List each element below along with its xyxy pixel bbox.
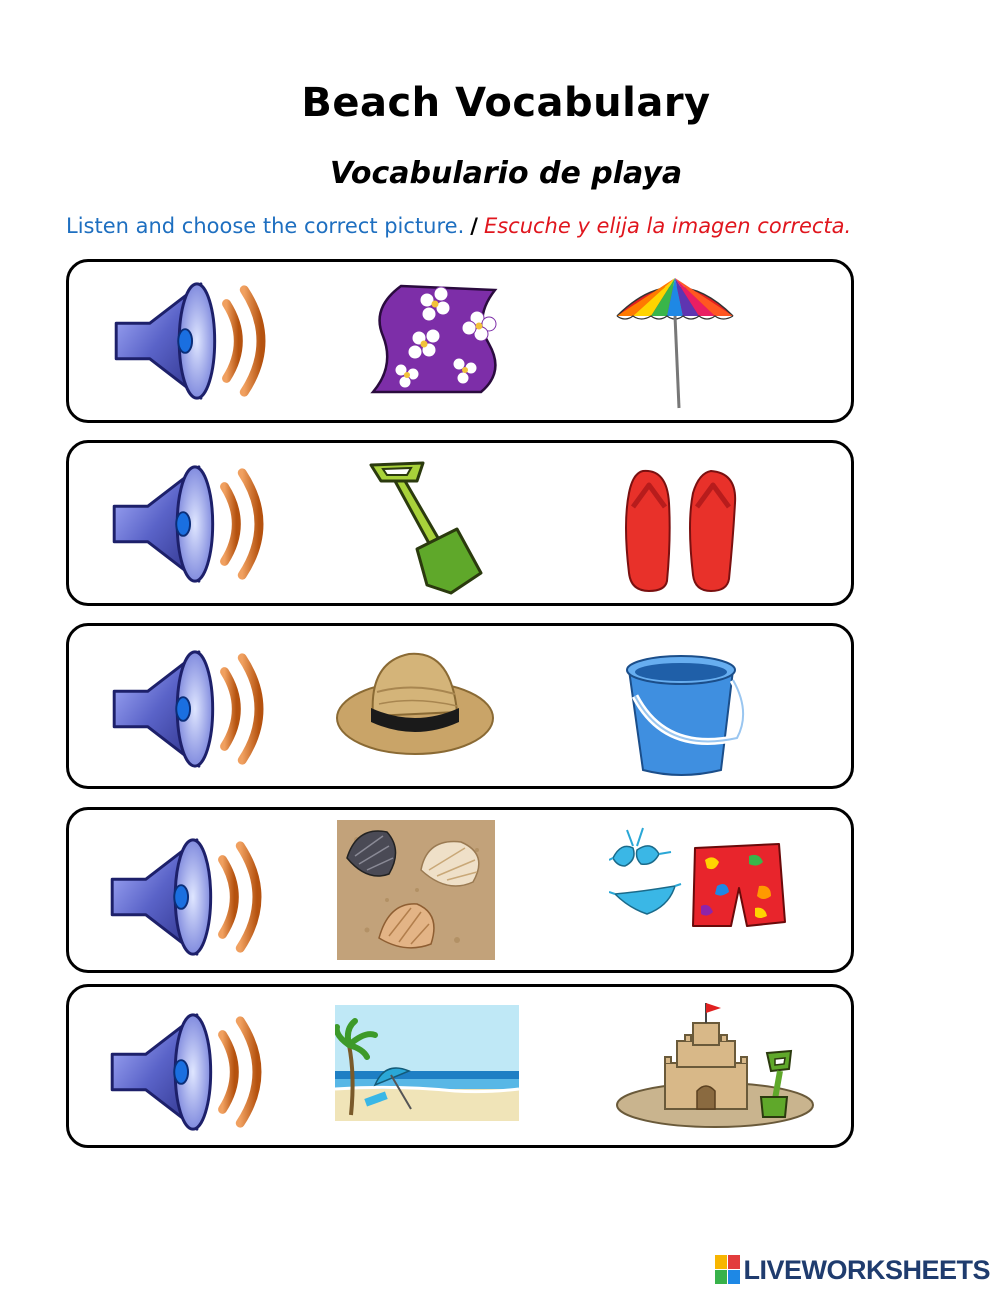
bucket-icon[interactable] — [621, 646, 757, 778]
speaker-icon[interactable] — [109, 276, 279, 406]
speaker-icon[interactable] — [105, 1007, 275, 1137]
speaker-icon[interactable] — [105, 832, 275, 962]
beach-towel-icon[interactable] — [363, 278, 513, 398]
instructions-english: Listen and choose the correct picture. — [66, 214, 465, 238]
sandcastle-icon[interactable] — [615, 1001, 815, 1131]
page-title: Beach Vocabulary — [301, 80, 711, 126]
brand-text: LIVEWORKSHEETS — [743, 1254, 990, 1285]
beach-scene-icon[interactable] — [335, 1005, 519, 1121]
speaker-icon[interactable] — [107, 459, 277, 589]
question-row-4 — [66, 807, 854, 973]
page-subtitle: Vocabulario de playa — [329, 156, 683, 191]
instructions-spanish: Escuche y elija la imagen correcta. — [483, 214, 852, 238]
question-row-2 — [66, 440, 854, 606]
question-row-1 — [66, 259, 854, 423]
sun-hat-icon[interactable] — [333, 642, 497, 760]
shovel-icon[interactable] — [365, 455, 485, 597]
liveworksheets-logo — [715, 1254, 990, 1286]
instructions — [66, 214, 851, 238]
swimsuits-icon[interactable] — [609, 826, 789, 934]
question-row-5 — [66, 984, 854, 1148]
seashells-icon[interactable] — [337, 820, 495, 960]
instructions-separator: / — [470, 214, 478, 238]
liveworksheets-logo-icon — [715, 1255, 741, 1285]
question-row-3 — [66, 623, 854, 789]
beach-umbrella-icon[interactable] — [613, 272, 737, 412]
flip-flops-icon[interactable] — [615, 463, 745, 593]
speaker-icon[interactable] — [107, 644, 277, 774]
